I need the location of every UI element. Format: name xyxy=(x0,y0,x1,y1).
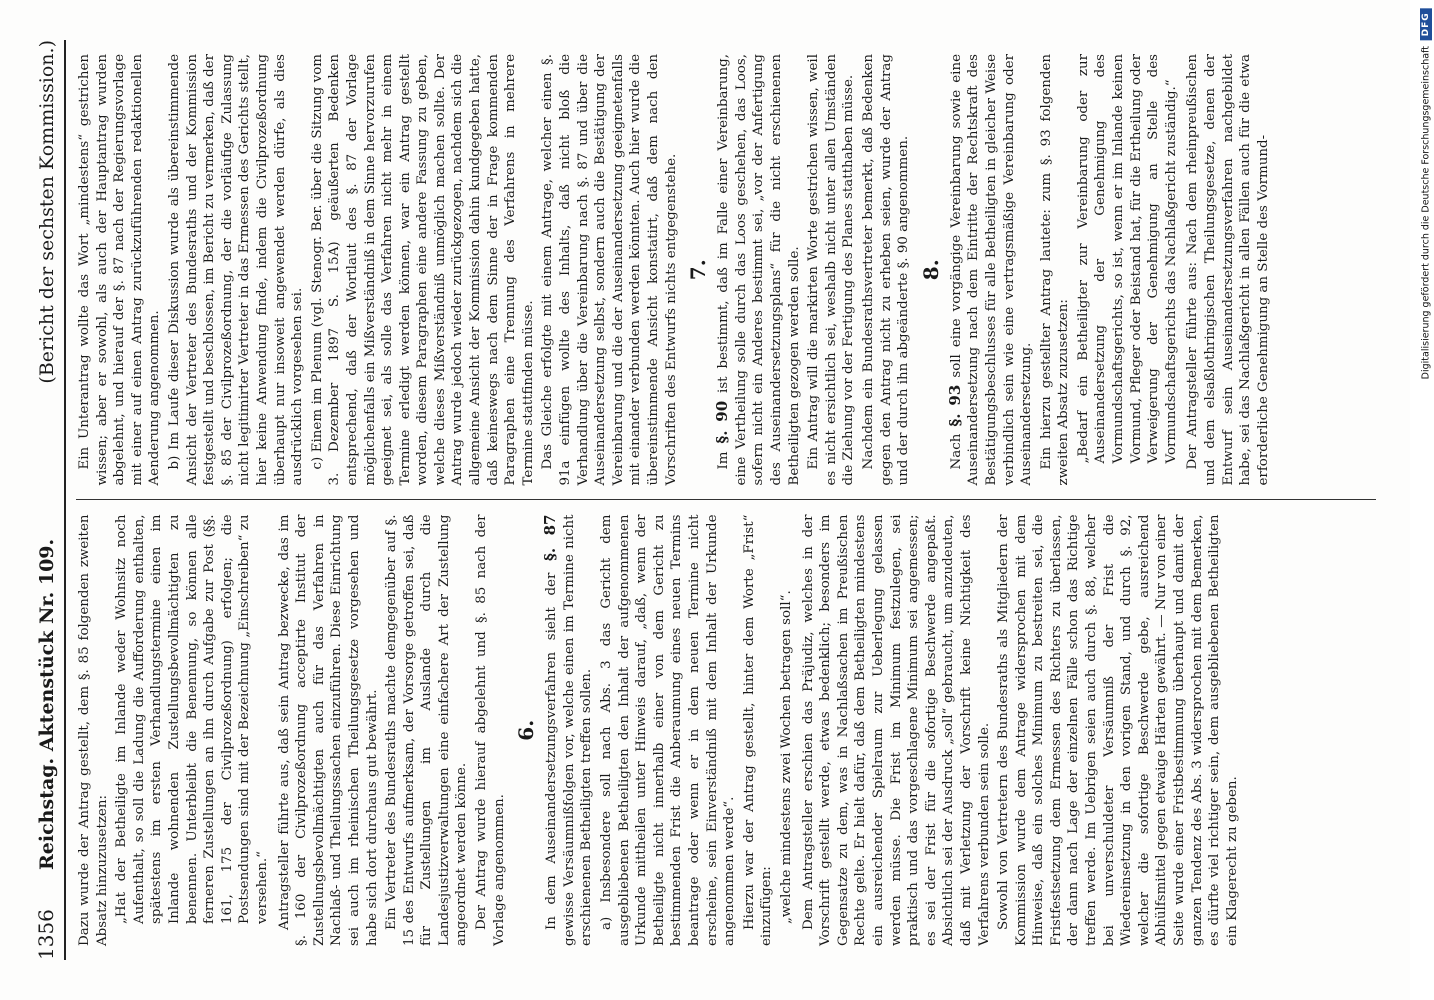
paragraph: c) Einem im Plenum (vgl. Stenogr. Ber. über die Sitzung vom 3. Dezember 1897 S. 15A) geäußerten Bedenken entsprechend, daß der Wortlaut des §. 87 der Vorlage möglichenfalls ein Mißverständniß in dem Sinne hervorzurufen geeignet sei, als solle das Verfahren nicht mehr in einem Termine erledigt werden können, war ein Antrag gestellt worden, diesem Paragraphen eine andere Fassung zu geben, welche dieses Mißverständniß unmöglich machen sollte. Der Antrag wurde jedoch wieder zurückgezogen, nachdem sich die allgemeine Ansicht der Kommission dahin kundgegeben hatte, daß keineswegs nach dem Sinne der in Frage kommenden Paragraphen eine Trennung des Verfahrens in mehrere Termine stattfinden müsse. xyxy=(309,54,536,486)
paragraph: Ein Antrag will die markirten Worte gestrichen wissen, weil es nicht ersichtlich sei, weshalb nicht unter allen Umständen die Ziehung vor der Fertigung des Planes statthaben müsse. xyxy=(806,54,857,486)
paragraph: Sowohl von Vertretern des Bundesraths als Mitgliedern der Kommission wurde dem Antrage widersprochen mit dem Hinweise, daß ein solches Minimum zu bestreiten sei, die Fristfestsetzung dem Ermessen des Richters zu überlassen, der dann nach Lage der einzelnen Fälle schon das Richtige treffen werde. Im Uebrigen seien auch durch §. 88, welcher bei unverschuldeter Versäumniß der Frist die Wiedereinsetzung in den vorigen Stand, und durch §. 92, welcher die sofortige Beschwerde gebe, ausreichend Abhülfsmittel gegen etwaige Härten gewährt. — Nur von einer Seite wurde einer Fristbestimmung überhaupt und damit der ganzen Tendenz des Abs. 3 widersprochen mit dem Bemerken, es dürfte viel richtiger sein, dem ausgebliebenen Betheiligten ein Klagerecht zu geben. xyxy=(996,514,1240,946)
paragraph xyxy=(947,54,1036,486)
text: gewisse Versäumnißfolgen vor, welche einen im Termine nicht erschienenen Betheiligten treffen sollen. xyxy=(561,514,595,946)
page-number: 1356 xyxy=(34,909,58,960)
left-column xyxy=(76,501,1376,961)
header-title: Reichstag. Aktenstück Nr. 109. xyxy=(36,538,58,870)
text: ist bestimmt, daß im Falle einer Vereinbarung, eine Vertheilung solle durch das Loos geschehen, das Loos, sofern nicht ein Anderes bestimmt sei, „vor der Anfertigung des Auseinandersetzungsplans“ für die nicht erschienenen Betheiligten gezogen werden solle. xyxy=(716,54,802,486)
paragraph xyxy=(542,515,596,947)
digitization-credit xyxy=(1420,8,1432,379)
paragraph: Ein Vertreter des Bundesraths machte demgegenüber auf §. 15 des Entwurfs aufmerksam, der Vorsorge getroffen sei, daß für Zustellungen im Auslande durch die Landesjustizverwaltungen eine einfachere Art der Zustellung angeordnet werden könne. xyxy=(384,514,470,946)
text-columns xyxy=(76,40,1376,960)
page-header xyxy=(34,40,66,960)
paragraph: Der Antragsteller führte aus: Nach dem rheinpreußischen und dem elsaßlothringischen Theilungsgesetze, denen der Entwurf sein Auseinandersetzungsverfahren nachgebildet habe, sei das Nachlaßgericht in allen Fällen auch für die etwa erforderliche Genehmigung an Stelle des Vormund- xyxy=(1185,54,1271,486)
text: In dem Auseinandersetzungsverfahren sieht der xyxy=(544,572,560,930)
text: Im xyxy=(716,451,732,470)
paragraph: Dazu wurde der Antrag gestellt, dem §. 85 folgenden zweiten Absatz hinzuzusetzen: xyxy=(77,514,110,946)
section-reference: §. 90 xyxy=(713,400,732,444)
paragraph xyxy=(714,54,803,486)
header-section: (Bericht der sechsten Kommission.) xyxy=(36,40,58,384)
paragraph: Hierzu war der Antrag gestellt, hinter dem Worte „Frist“ einzufügen: xyxy=(741,514,775,946)
paragraph: Antragsteller führte aus, daß sein Antrag bezwecke, das im §. 160 der Civilprozeßordnung acceptirte Institut der Zustellungsbevollmächtigten auch für das Verfahren in Nachlaß- und Theilungssachen einzuführen. Diese Einrichtung sei auch im rheinischen Theilungsgesetze vorgesehen und habe sich dort durchaus gut bewährt. xyxy=(276,514,380,946)
quoted-motion: „Hat der Betheiligte im Inlande weder Wohnsitz noch Aufenthalt, so soll die Ladung die Aufforderung enthalten, spätestens im ersten Verhandlungstermine einen im Inlande wohnenden Zustellungsbevollmächtigten zu benennen. Unterbleibt die Benennung, so können alle ferneren Zustellungen an ihn durch Aufgabe zur Post (§§. 161, 175 der Civilprozeßordnung) erfolgen; die Postsendungen sind mit der Bezeichnung „Einschreiben“ zu versehen.“ xyxy=(114,514,270,924)
text: Nach xyxy=(948,433,964,470)
paragraph: Nachdem ein Bundesrathsvertreter bemerkt, daß Bedenken gegen den Antrag nicht zu erheben seien, wurde der Antrag und der durch ihn abgeänderte §. 90 angenommen. xyxy=(860,54,912,486)
section-heading-8: 8. xyxy=(918,259,943,281)
quoted-motion: „Bedarf ein Betheiligter zur Vereinbarung oder zur Auseinandersetzung der Genehmigung des Vormundschaftsgerichts, so ist, wenn er im Inlande keinen Vormund, Pfleger oder Beistand hat, für die Ertheilung oder Verweigerung der Genehmigung an Stelle des Vormundschaftsgerichts das Nachlaßgericht zuständig.“ xyxy=(1075,54,1179,464)
paragraph: b) Im Laufe dieser Diskussion wurde als übereinstimmende Ansicht der Vertreter des Bundesraths und der Kommission festgestellt und beschlossen, im Bericht zu vermerken, daß der §. 85 der Civilprozeßordnung, der die vorläufige Zulassung nicht legitimirter Vertreter in das Ermessen des Gerichts stellt, hier keine Anwendung finde, indem die Civilprozeßordnung überhaupt nur insoweit angewendet werden dürfe, als dies ausdrücklich vorgesehen sei. xyxy=(166,54,306,486)
section-reference: §. 93 xyxy=(945,384,964,427)
right-column xyxy=(76,40,1376,500)
section-heading-6: 6. xyxy=(514,719,539,741)
paragraph: Das Gleiche erfolgte mit einem Antrage, welcher einen §. 91a einfügen wollte des Inhalts, daß nicht bloß die Verhandlung über die Vereinbarung nach §. 87 und über die Auseinandersetzung selbst, sondern auch die Bestätigung der Vereinbarung und die der Auseinandersetzung geeignetenfalls mit einander verbunden werden könnten. Auch hier wurde die übereinstimmende Ansicht konstatirt, daß dem nach den Vorschriften des Entwurfs nichts entgegenstehe. xyxy=(540,54,679,486)
section-heading-7: 7. xyxy=(686,259,711,281)
column-divider xyxy=(76,500,1376,501)
section-reference: §. 87 xyxy=(541,514,560,562)
quoted-motion: „welche mindestens zwei Wochen betragen soll“. xyxy=(778,590,794,924)
paragraph: a) Insbesondere soll nach Abs. 3 das Gericht dem ausgebliebenen Betheiligten den Inhalt der aufgenommenen Urkunde mittheilen unter Hinweis darauf, „daß, wenn der Betheiligte nicht innerhalb einer von dem Gericht zu bestimmenden Frist die Anberaumung eines neuen Termins beantrage oder wenn er in dem neuen Termine nicht erscheine, sein Einverständniß mit dem Inhalt der Urkunde angenommen werde“. xyxy=(599,514,738,946)
dfg-logo: DFG xyxy=(1420,8,1432,40)
paragraph: Der Antrag wurde hierauf abgelehnt und §. 85 nach der Vorlage angenommen. xyxy=(474,514,507,946)
paragraph: Ein Unterantrag wollte das Wort „mindestens“ gestrichen wissen; aber er sowohl, als auch der Hauptantrag wurden abgelehnt, und hierauf der §. 87 nach der Regierungsvorlage mit einer auf einen Antrag zurückzuführenden redaktionellen Aenderung angenommen. xyxy=(77,54,163,486)
paragraph: Dem Antragsteller erschien das Präjudiz, welches in der Vorschrift gestellt werde, etwas bedenklich; besonders im Gegensatze zu dem, was in Nachlaßsachen im Preußischen Rechte gelte. Er hielt dafür, daß dem Betheiligten mindestens ein ausreichender Spielraum zur Ueberlegung gelassen werden müsse. Die Frist im Minimum festzulegen, sei praktisch und das vorgeschlagene Minimum sei angemessen; es sei der Frist für die sofortige Beschwerde angepaßt. Absichtlich sei der Ausdruck „soll“ gebraucht, um anzudeuten, daß mit Verletzung der Vorschrift keine Nichtigkeit des Verfahrens verbunden sein solle. xyxy=(800,514,992,946)
paragraph: Ein hierzu gestellter Antrag lautete: zum §. 93 folgenden zweiten Absatz zuzusetzen: xyxy=(1038,54,1072,486)
credit-text: Digitalisierung gefördert durch die Deutsche Forschungsgemeinschaft xyxy=(1420,46,1432,380)
text: soll eine vorgängige Vereinbarung sowie eine Auseinandersetzung nach dem Eintritte der Rechtskraft des Bestätigungsbeschlusses für alle Betheiligten in gleicher Weise verbindlich sein wie eine vertragsmäßige Vereinbarung oder Auseinandersetzung. xyxy=(948,54,1035,486)
